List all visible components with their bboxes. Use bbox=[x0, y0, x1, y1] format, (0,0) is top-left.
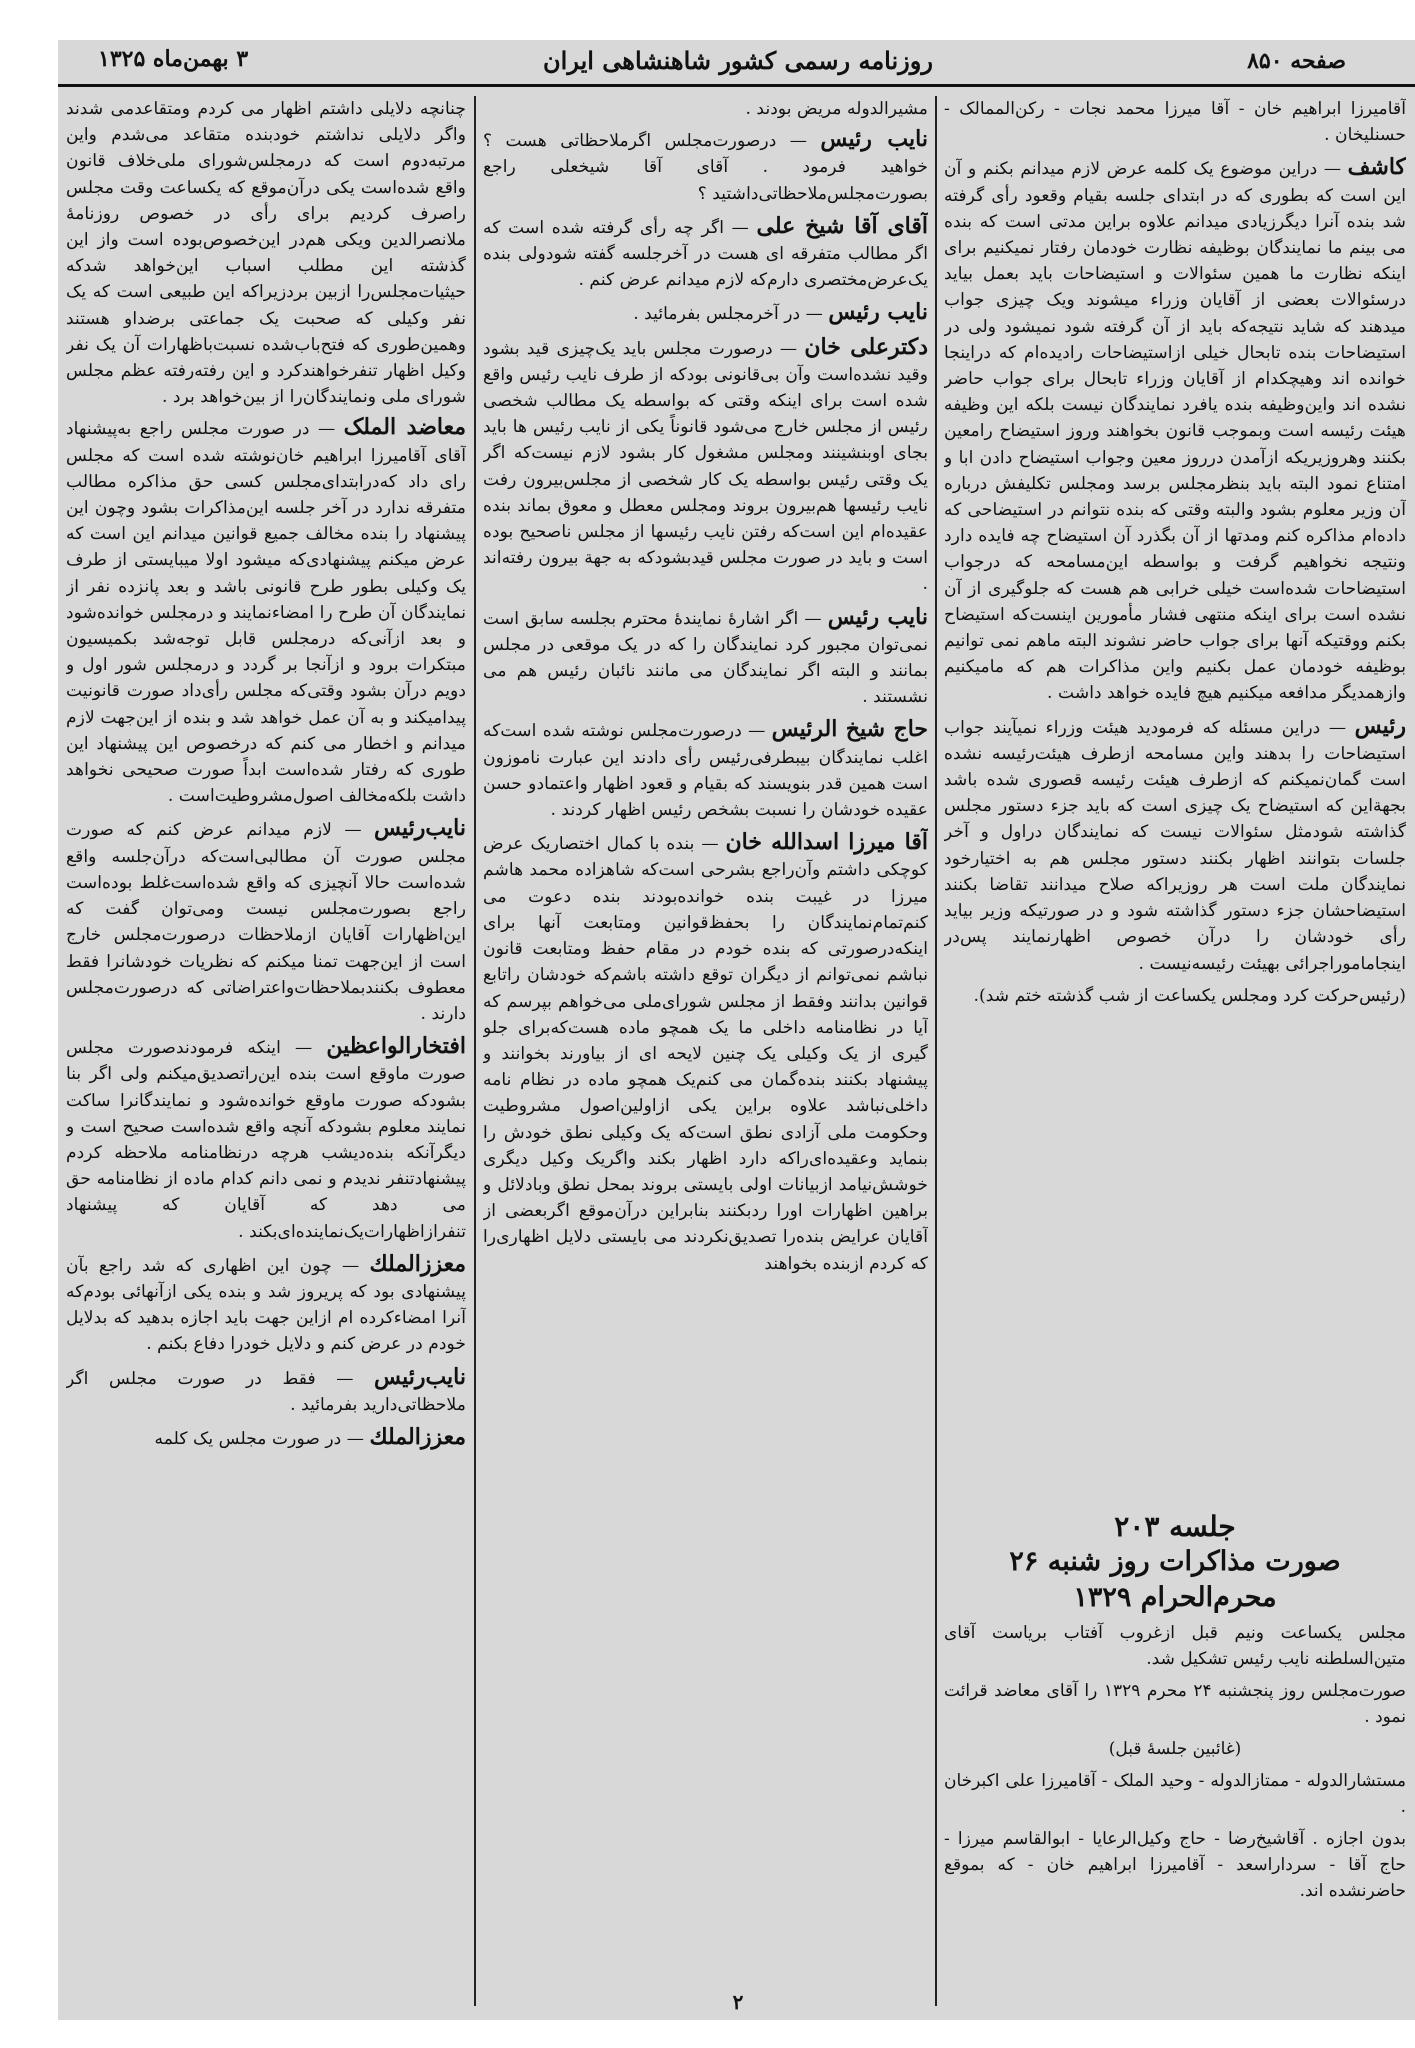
speech-text: — اینکه فرمودندصورت مجلس صورت ماوقع است بنده این‌راتصدیق‌میکنم ولی اگر بنا بشودکه صورت ماوقع خوانده‌شود و نمایندگانرا ساکت نمایند معلوم بشودکه آنچه واقع شده‌است صحیح است و دیگرآنکه بنده‌دیشب هرچه درنظامنامه ملاحظه کردم پیشنهادتنفر ندیدم و نمی دانم کدام ماده از نظامنامه حق می دهد که آقایان که پیشنهاد تنفرازاظهارات‌یک‌نماینده‌ای‌بکند . bbox=[66, 1038, 466, 1242]
speech-text: — در صورت مجلس یک کلمه bbox=[154, 1428, 364, 1449]
speech-text: — دراین موضوع یک کلمه عرض لازم میدانم بکنم و آن این است که بطوری که در ابتدای جلسه بقیام وقعود رأی گرفته شد بنده آنرا دیگرزیادی میدانم علاوه براین مدتی است که بنده می بینم ما نمایندگان بوظیفه نظارت خودمان رفتار نمیکنیم برای اینکه نظارت ما همین سئوالات و استیضاحات باید بعمل بیاید درسئوالات بعضی از آقایان وزراء میشوند ویک چیزی جواب میدهند که شاید نتیجه‌که باید از آن گرفته شود نمیشود ولی در استیضاحات بنده تابحال خیلی ازاستیضاحات رادیده‌ام که دراینجا خوانده اند وهیچکدام از آقایان وزراء تابحال برای جواب حاضر نشده اند واین‌وظیفه بنده یافرد نمایندگان نیست بلکه این وظیفه هیئت رئیسه است وبموجب قانون بخواهند وروز استیضاح رامعین بکنند وهروزیریکه ازآمدن درروز معین وجواب استیضاح دادن ابا و امتناع نمود البته باید بنظرمجلس برسد ومجلس تکلیفش درباره آن وزیر معلوم بشود والبته وقتی که بنده نتوانم در استیضاحی که داده‌ام مذاکره کنم ومدتها از آن بگذرد آن استیضاح چه فایده دارد ونتیجه نخواهیم گرفت و بواسطه این‌مسامحه که درجواب استیضاحات شده‌است خیلی خرابی هم هست که جلوگیری از آن نشده است برای اینکه منتهی فشار مأمورین اینست‌که استیضاح بکنم ووقتیکه آنها برای جواب حاضر نشوند البته ماهم نمی توانیم بوظیفه خودمان عمل بکنیم واین مذاکرات هم که مامیکنیم وازهمدیگر مدافعه میکنیم هیچ فایده خواهد داشت . bbox=[944, 159, 1406, 704]
column-divider bbox=[474, 96, 476, 2006]
paragraph bbox=[483, 716, 928, 823]
speaker-name: معززالملك bbox=[369, 1423, 466, 1450]
speech-text: — دراین مسئله که فرمودید هیئت وزراء نمیآیند جواب استیضاحات را بدهند واین مسامحه ازطرف هیئت‌رئیسه نشده است گمان‌نمیکنم که ازطرف هیئت رئیسه قصوری شده باشد بجهةاین که استیضاح یک چیزی است که باید جزء دستور مجلس گذاشته شود‌مثل سئوالات نیست که نمایندگان دراول و آخر جلسات بتوانند اظهار بکنند دستور مجلس هم به اختیارخود نمایندگان ملت است هر روزیراکه صلاح میدانند تقاضا بکنند استیضاحشان جزء دستور گذاشته شود و در صورتیکه وزیر بیاید رأی خودشان را درآن خصوص اظهارنمایند پس‌در اینجاماموراجرائی بهیئت رئیسه‌نیست . bbox=[944, 717, 1406, 974]
speech-text: — لازم میدانم عرض کنم که صورت مجلس صورت آن مطالبی‌است‌که درآن‌جلسه واقع شده‌است حالا آنچیزی که واقع شده‌است‌غلط بوده‌است راجع بصورت‌مجلس نیست ومی‌توان گفت که این‌اظهارات آقایان ازملاحظات درصورت‌مجلس خارج است از این‌جهت تمنا میکنم که نظریات خودشانرا فقط معطوف بکنند‌بملاحظات‌واعتراضاتی که درصورت‌مجلس دارند . bbox=[66, 820, 466, 1024]
speech-text: — چون این اظهاری که شد راجع بآن پیشنهادی بود که پریروز شد و بنده یکی ازآنهائی بودم‌که آنرا امضاءکرده ام ازاین جهت باید اجازه بدهید که بدلایل خودم در عرض کنم و دلایل خودرا دفاع بکنم . bbox=[66, 1255, 466, 1355]
closing-note: (رئیس‌حرکت کرد ومجلس یکساعت از شب گذشته ختم شد). bbox=[973, 985, 1406, 1006]
session-minutes: صورت‌مجلس روز پنجشنبه ۲۴ محرم ۱۳۲۹ را آقای معاضد قرائت نمود . bbox=[944, 1681, 1406, 1727]
session-subtitle: صورت مذاکرات روز شنبه ۲۶ محرم‌الحرام ۱۳۲۹ bbox=[1009, 1546, 1341, 1613]
left-column bbox=[66, 96, 466, 2006]
speaker-name: نایب رئیس bbox=[827, 603, 928, 630]
issue-date: ۳ بهمن‌ماه ۱۳۲۵ bbox=[98, 46, 249, 72]
paragraph bbox=[483, 604, 928, 711]
speech-text: — درصورت مجلس باید یک‌چیزی قید بشود وقید نشده‌است وآن بی‌قانونی بودکه از طرف نایب رئیس واقع شده است برای اینکه وقتی که بواسطه یک مطالب شخصی رئیس از مجلس خارج می‌شود قانوناً یکی از نایب رئیس ها باید بجای اوبنشینند ومجلس مشغول کار بشود لازم نیست‌که اگر یک وقتی رئیس بواسطه یک کار شخصی از مجلس‌بیرون رفت نایب رئیسها هم‌بیرون بروند ومجلس معطل و معوق بماند بنده عقیده‌ام این است‌که رفتن نایب رئیسها از مجلس ناصحیح بوده است و باید در صورت مجلس قیدبشودکه به جهة بیرون رفته‌اند . bbox=[483, 338, 928, 595]
paragraph bbox=[944, 154, 1406, 706]
page-header bbox=[58, 40, 1415, 82]
middle-column bbox=[483, 96, 928, 2006]
paragraph bbox=[483, 213, 928, 294]
page-label: صفحه ۸۵۰ bbox=[1247, 48, 1346, 74]
speech-text: — در صورت مجلس راجع به‌پیشنهاد آقای آقامیرزا ابراهیم خان‌نوشته شده است که مجلس رای داد که‌درابتدای‌مجلس کسی حق مذاکره مطالب متفرقه ندارد در آخر جلسه این‌مذاکرات بشود وچون این پیشنهاد را بنده مخالف جمیع قوانین میدانم این است که عرض میکنم پیشنهادی‌که میشود اولا میبایستی از طرف یک وکیلی بطور طرح قانونی باشد و بعد پانزده نفر از نمایندگان آن طرح را امضاءنمایند و درمجلس خوانده‌شود و بعد ازآنی‌که درمجلس قابل توجه‌شد بکمیسیون مبتکرات برود و ازآنجا بر گردد و درمجلس شور اول و دویم درآن بشود وقتی‌که مجلس رأی‌داد صورت قانونیت پیدامیکند و به آن عمل خواهد شد و بنده از این‌جهت لازم میدانم و اخطار می کنم که درخصوص این پیشنهاد این طوری که رفتار شده‌است ابداً صورت صحیحی نخواهد داشت بلکه‌مخالف اصول‌مشروطیت‌است . bbox=[66, 419, 466, 807]
paragraph bbox=[483, 334, 928, 598]
paragraph bbox=[66, 1364, 466, 1418]
speaker-name: نایب رئیس bbox=[820, 126, 928, 153]
speaker-name: دکترعلی خان bbox=[804, 333, 928, 360]
session-body bbox=[944, 1620, 1406, 2010]
session-number: جلسه ۲۰۳ bbox=[1114, 1510, 1236, 1543]
attendance-list: آقامیرزا ابراهیم خان - آقا میرزا محمد نجات - رکن‌الممالک - حسنلیخان . bbox=[944, 99, 1406, 146]
speech-text: — در آخرمجلس بفرمائید . bbox=[633, 304, 823, 325]
header-rule bbox=[58, 84, 1415, 87]
speaker-name: حاج شیخ الرئیس bbox=[771, 716, 928, 743]
paragraph bbox=[66, 815, 466, 1027]
absent-title: (غائبین جلسهٔ قبل) bbox=[1108, 1739, 1242, 1759]
speaker-name: آقا میرزا اسدالله خان bbox=[725, 829, 928, 856]
speaker-name: نایب‌رئیس bbox=[374, 815, 466, 842]
speaker-name: آقای آقا شیخ علی bbox=[756, 212, 928, 239]
speaker-name: معززالملك bbox=[369, 1250, 466, 1277]
right-column bbox=[944, 96, 1406, 1504]
speaker-name: نایب رئیس bbox=[828, 299, 928, 326]
paragraph bbox=[483, 126, 928, 207]
column-divider bbox=[935, 96, 937, 2006]
paragraph bbox=[483, 829, 928, 1276]
session-heading bbox=[944, 1510, 1406, 1616]
paragraph bbox=[66, 1033, 466, 1245]
newspaper-page bbox=[58, 40, 1415, 2020]
newspaper-title: روزنامه رسمی کشور شاهنشاهی ایران bbox=[543, 46, 933, 75]
speech-text: — درصورت‌مجلس نوشته شده است‌که اغلب نمایندگان بیبطرفی‌رئیس رأی دادند این عبارت ناموزون است همین قدر بنویسند که بقیام و قعود اظهار واعتمادو حسن عقیده خودشان را نسبت بشخص رئیس اظهار کردند . bbox=[483, 721, 928, 821]
paragraph bbox=[66, 1424, 466, 1452]
speaker-name: افتخارالواعظین bbox=[326, 1033, 466, 1060]
absent-list: مستشارالدوله - ممتازالدوله - وحید الملک - آقامیرزا علی اکبرخان . bbox=[944, 1771, 1406, 1817]
paragraph: چنانچه دلایلی داشتم اظهار می کردم ومتقاعدمی شدند واگر دلایلی نداشتم خودبنده متقاعد می‌شدم واین مرتبه‌دوم است که درمجلس‌شورای ملی‌خلاف قانون واقع شده‌است یکی درآن‌موقع که یکساعت وقت مجلس راصرف کردیم برای رأی در خصوص روزنامهٔ ملانصرالدین ویکی هم‌در این‌خصوص‌بوده است واز این گذشته این مطلب اسباب این‌خواهد شدکه حیثیات‌مجلس‌را ازبین بردزیراکه این طبیعی است که یک نفر وکیلی که صحبت یک جماعتی برضداو هستند وهمین‌طوری که فتح‌باب‌شده نسبت‌باظهارات آن یک نفر وکیل اظهار تنفرخواهندکرد و این رفته‌رفته عظم مجلس شورای ملی ونمایندگان‌را از بین‌خواهد برد . bbox=[66, 99, 466, 408]
page-number: ۲ bbox=[732, 1990, 744, 2014]
speaker-name: کاشف bbox=[1347, 154, 1406, 181]
paragraph bbox=[483, 299, 928, 327]
speech-text: — فقط در صورت مجلس اگر ملاحظاتی‌دارید بفرمائید . bbox=[66, 1368, 466, 1415]
paragraph bbox=[66, 414, 466, 809]
speech-text: — درصورت‌مجلس اگرملاحظاتی هست ؟ خواهید فرمود . آقای آقا شیخعلی راجع بصورت‌مجلس‌ملاحظاتی‌داشتید ؟ bbox=[483, 131, 928, 204]
paragraph bbox=[944, 713, 1406, 977]
speaker-name: رئیس bbox=[1354, 712, 1406, 739]
paragraph: مشیرالدوله مریض بودند . bbox=[745, 99, 928, 119]
speech-text: — اگر چه رأی گرفته شده است که اگر مطالب متفرقه ای هست در آخرجلسه گفته شودولی بنده یک‌عرض‌مختصری دارم‌که لازم میدانم عرض کنم . bbox=[483, 217, 928, 291]
speaker-name: معاضد الملک bbox=[343, 414, 466, 441]
session-opening: مجلس یکساعت ونیم قبل ازغروب آفتاب بریاست آقای متین‌السلطنه نایب رئیس تشکیل شد. bbox=[944, 1623, 1406, 1669]
speech-text: — اگر اشارهٔ نمایندهٔ محترم بجلسه سابق است نمی‌توان مجبور کرد نمایندگان را که در یک موقعی در مجلس بمانند و البته اگر نمایندگان می مانند نائبان رئیس هم می نشستند . bbox=[483, 608, 928, 708]
speech-text: — بنده با کمال اختصاریک عرض کوچکی داشتم وآن‌راجع بشرحی است‌که شاهزاده محمد هاشم میرزا در غیبت بنده خوانده‌بودند بنده دعوت می کنم‌تمام‌نمایندگان را بحفظ‌قوانین ومتابعت آنها برای اینکه‌درصورتی که بنده خودم در مقام حفظ ومتابعت قانون نباشم نمی‌توانم از دیگران توقع داشته باشم‌که خودشان راتابع قوانین بدانند وفقط از مجلس شورای‌ملی می‌خواهم بپرسم که آیا در نظامنامه داخلی ما یک همچو ماده هست‌که‌برای جلو گیری از یک وکیلی یک چنین لایحه ای از بیاورند بخوانند و پیشنهاد بکنند بنده‌گمان می کنم‌یک همچو ماده در نظام نامه داخلی‌نباشد علاوه براین یکی ازاولین‌اصول مشروطیت وحکومت ملی آزادی نطق است‌که یک وکیلی نطق خودش را بنماید وعقیده‌ای‌راکه دارد اظهار بکند واگریک وکیل دیگری خوشش‌نیامد ازبیانات اولی بایستی بروند بمحل نطق وبادلائل و براهین اظهارات اورا ردبکنند بنابراین درآن‌موقع اگربعضی از آقایان عرایض بنده‌را تصدیق‌نکردند می بایستی دلایل اظهاری‌را که کردم ازبنده بخواهند bbox=[483, 834, 928, 1274]
absent-note: بدون اجازه . آقاشیخ‌رضا - حاج وکیل‌الرعایا - ابوالقاسم میرزا - حاج آقا - سرداراسعد - آقامیرزا ابراهیم خان - که بموقع حاضرنشده اند. bbox=[944, 1829, 1406, 1901]
paragraph bbox=[66, 1251, 466, 1358]
speaker-name: نایب‌رئیس bbox=[374, 1363, 466, 1390]
